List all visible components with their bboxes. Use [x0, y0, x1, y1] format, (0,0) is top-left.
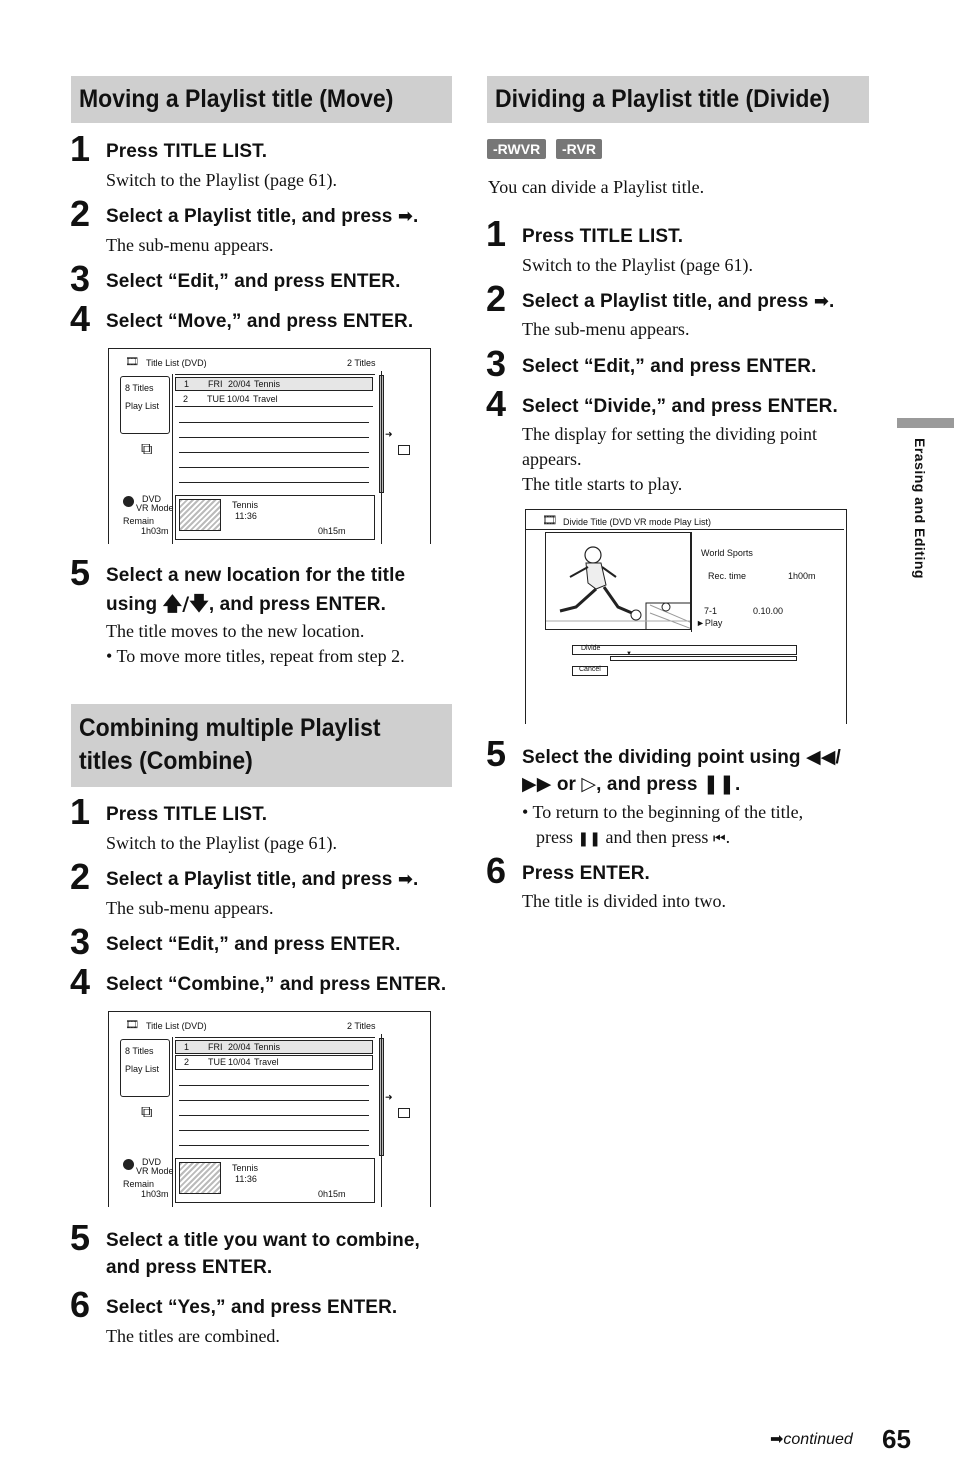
- soccer-player-image: [546, 533, 691, 630]
- divide-step-5-title-text: Select the dividing point using: [522, 747, 801, 768]
- progress-bar: [610, 656, 797, 661]
- tennis-thumbnail: [179, 1162, 221, 1194]
- combine-step-1-body: Switch to the Playlist (page 61).: [106, 833, 337, 853]
- remain-label: Remain: [123, 516, 155, 526]
- divide-step-4-body-3: The title starts to play.: [522, 474, 683, 494]
- move-step-5-title-line1: Select a new location for the title: [106, 565, 406, 586]
- cancel-button[interactable]: [572, 666, 608, 676]
- combine-step-5-number: 5: [70, 1217, 91, 1258]
- divide-step-3-title: Select “Edit,” and press ENTER.: [522, 356, 817, 377]
- move-step-1-number: 1: [70, 128, 91, 169]
- move-step-5-number: 5: [70, 552, 91, 593]
- divide-step-2-body: The sub-menu appears.: [522, 319, 690, 339]
- divide-step-4-body-1: The display for setting the dividing point: [522, 424, 817, 444]
- combine-step-3-title: Select “Edit,” and press ENTER.: [106, 934, 401, 955]
- disc-label-2: VR Mode: [136, 503, 174, 513]
- screen-left-panel: [120, 1039, 170, 1097]
- left-panel-line-1: 8 Titles: [125, 1046, 154, 1056]
- title-list-screen-move: [108, 348, 431, 544]
- left-panel-line-1: 8 Titles: [125, 383, 154, 393]
- move-step-5-rest: , and press ENTER.: [208, 594, 386, 615]
- dvd-disc-icon: [123, 1159, 134, 1170]
- move-step-1-title: Press TITLE LIST.: [106, 141, 268, 162]
- left-panel-line-2: Play List: [125, 1064, 160, 1074]
- move-step-5-bullet: • To move more titles, repeat from step 2.: [106, 646, 405, 666]
- move-step-2-title-text: Select a Playlist title, and press: [106, 206, 393, 227]
- submenu-icon: ⧉: [141, 1104, 153, 1121]
- row-date: 10/04: [228, 1057, 251, 1067]
- combine-step-2-number: 2: [70, 856, 91, 897]
- disc-label-2: VR Mode: [136, 1166, 174, 1176]
- right-arrow-icon: ➡: [813, 291, 829, 312]
- screen-count: 2 Titles: [347, 358, 376, 368]
- row-day: TUE: [208, 1057, 226, 1067]
- combine-step-3-number: 3: [70, 921, 91, 962]
- disc-label-1: DVD: [142, 1157, 162, 1167]
- combine-step-1-title: Press TITLE LIST.: [106, 804, 268, 825]
- divide-step-5-title-line2: ▶▶ or ▷, and press ❚❚.: [522, 773, 741, 795]
- tennis-thumbnail: [179, 499, 221, 531]
- row-name: Tennis: [254, 1042, 281, 1052]
- continued-text: continued: [783, 1431, 853, 1448]
- combine-heading-line2: titles (Combine): [79, 747, 253, 775]
- side-tab-label: Erasing and Editing: [912, 438, 928, 579]
- row-name: Travel: [253, 394, 278, 404]
- combine-step-6-title: Select “Yes,” and press ENTER.: [106, 1297, 398, 1318]
- thumb-time: 11:36: [235, 1174, 257, 1184]
- list-box: [175, 1037, 375, 1159]
- remain-label: Remain: [123, 1179, 155, 1189]
- rec-time-value: 1h00m: [788, 571, 816, 581]
- screen-title: Title List (DVD): [146, 1021, 207, 1031]
- screen-count: 2 Titles: [347, 1021, 376, 1031]
- combine-step-6-body: The titles are combined.: [106, 1326, 280, 1346]
- divide-step-5-bullet-2: press ❚❚ and then press ⏮.: [536, 827, 731, 847]
- combine-step-5-title-line1: Select a title you want to combine,: [106, 1230, 420, 1251]
- move-step-2-number: 2: [70, 193, 91, 234]
- side-tab-marker: [897, 418, 954, 428]
- row-number: 2: [184, 1057, 190, 1067]
- move-step-3-number: 3: [70, 258, 91, 299]
- row-day: FRI: [208, 1042, 223, 1052]
- divide-step-5-or: or: [556, 774, 577, 795]
- move-step-5-title-line2: [106, 590, 386, 619]
- divide-step-6-body: The title is divided into two.: [522, 891, 726, 911]
- soccer-video-frame: [545, 532, 691, 630]
- continued-arrow-icon: ➡: [770, 1431, 784, 1448]
- row-date: 10/04: [227, 394, 250, 404]
- cancel-button-label: Cancel: [579, 666, 601, 673]
- combine-heading-line1: Combining multiple Playlist: [79, 714, 381, 742]
- divide-intro: You can divide a Playlist title.: [488, 177, 705, 197]
- divide-heading-text: Dividing a Playlist title (Divide): [495, 85, 830, 113]
- thumb-name: Tennis: [232, 500, 259, 510]
- film-icon: 🎞: [542, 513, 558, 527]
- bullet-press: press: [536, 827, 573, 847]
- row-day: FRI: [208, 379, 223, 389]
- list-row: [175, 392, 373, 407]
- title-list-screen-combine: [108, 1011, 431, 1207]
- right-arrow-icon: ➡: [397, 206, 413, 227]
- rwvr-badge: -RWVR: [487, 139, 546, 159]
- divide-title-screen: [525, 509, 847, 724]
- menu-icon: [398, 445, 410, 455]
- dvd-disc-icon: [123, 496, 134, 507]
- move-step-4-number: 4: [70, 298, 91, 339]
- combine-step-6-number: 6: [70, 1284, 91, 1325]
- move-step-4-title: Select “Move,” and press ENTER.: [106, 311, 414, 332]
- remain-value: 1h03m: [141, 1189, 169, 1199]
- divide-step-5-bullet-1: • To return to the beginning of the title,: [522, 802, 804, 822]
- list-row: [175, 1055, 373, 1070]
- film-icon: 🎞: [125, 356, 139, 368]
- divide-step-3-number: 3: [486, 343, 507, 384]
- bullet-then-press: and then press: [605, 827, 709, 847]
- row-name: Travel: [254, 1057, 279, 1067]
- chapter-number: 7-1: [704, 606, 718, 616]
- move-step-3-title: Select “Edit,” and press ENTER.: [106, 271, 401, 292]
- continued-label: [770, 1429, 853, 1449]
- row-date: 20/04: [228, 379, 251, 389]
- rvr-badge: -RVR: [556, 139, 602, 159]
- pause-icon: ❚❚: [702, 773, 735, 795]
- divide-step-4-body-2: appears.: [522, 449, 582, 469]
- list-box: [175, 374, 375, 496]
- divide-step-1-body: Switch to the Playlist (page 61).: [522, 255, 753, 275]
- combine-step-1-number: 1: [70, 791, 91, 832]
- row-number: 1: [184, 379, 190, 389]
- film-icon: 🎞: [125, 1019, 139, 1031]
- divide-step-5-title-line1: Select the dividing point using ◀◀/: [522, 746, 841, 768]
- divide-button[interactable]: [572, 645, 797, 655]
- divide-step-6-number: 6: [486, 850, 507, 891]
- position-time: 0.10.00: [753, 606, 784, 616]
- previous-icon: ⏮: [712, 831, 726, 847]
- move-step-2-body: The sub-menu appears.: [106, 235, 274, 255]
- row-number: 1: [184, 1042, 190, 1052]
- thumb-length: 0h15m: [318, 1189, 346, 1199]
- thumbnail-box: [175, 1158, 375, 1203]
- combine-step-5-title-line2: and press ENTER.: [106, 1257, 273, 1278]
- divide-step-6-title: Press ENTER.: [522, 863, 650, 884]
- divide-step-2-title: Select a Playlist title, and press ➡.: [522, 288, 834, 316]
- combine-step-4-title: Select “Combine,” and press ENTER.: [106, 974, 447, 995]
- divide-screen-title: Divide Title (DVD VR mode Play List): [563, 517, 712, 527]
- combine-step-2-title-text: Select a Playlist title, and press: [106, 869, 393, 890]
- row-name: Tennis: [254, 379, 281, 389]
- pause-icon: ❚❚: [577, 831, 601, 847]
- divide-step-5-number: 5: [486, 733, 507, 774]
- move-section-heading: [71, 76, 452, 123]
- row-day: TUE: [207, 394, 225, 404]
- thumbnail-box: [175, 495, 375, 540]
- divide-step-4-number: 4: [486, 383, 507, 424]
- thumb-length: 0h15m: [318, 526, 346, 536]
- up-down-arrows-icon: 🡅/🡇: [162, 593, 209, 615]
- submenu-icon: ⧉: [141, 441, 153, 458]
- thumb-name: Tennis: [232, 1163, 259, 1173]
- arrow-right-icon: ➜: [385, 429, 393, 439]
- screen-title: Title List (DVD): [146, 358, 207, 368]
- disc-label-1: DVD: [142, 494, 162, 504]
- combine-step-2-title: Select a Playlist title, and press ➡.: [106, 866, 418, 894]
- row-number: 2: [183, 394, 189, 404]
- move-step-5-using: using: [106, 594, 158, 615]
- list-row: [175, 377, 373, 391]
- left-panel-line-2: Play List: [125, 401, 160, 411]
- divide-button-label: Divide: [581, 645, 601, 652]
- move-step-2-title: Select a Playlist title, and press ➡.: [106, 203, 418, 231]
- divide-step-1-number: 1: [486, 213, 507, 254]
- right-arrow-icon: ➡: [397, 869, 413, 890]
- arrow-right-icon: ➜: [385, 1092, 393, 1102]
- thumb-time: 11:36: [235, 511, 257, 521]
- play-status: ►Play: [696, 618, 723, 628]
- menu-icon: [398, 1108, 410, 1118]
- screen-left-panel: [120, 376, 170, 434]
- combine-step-4-number: 4: [70, 961, 91, 1002]
- fast-forward-icon: ▶▶: [522, 773, 552, 795]
- combine-section-heading: [71, 704, 452, 787]
- divide-section-heading: [487, 76, 869, 123]
- move-heading-text: Moving a Playlist title (Move): [79, 85, 394, 113]
- divide-step-1-title: Press TITLE LIST.: [522, 226, 684, 247]
- play-outline-icon: ▷: [581, 773, 597, 795]
- divide-step-2-title-text: Select a Playlist title, and press: [522, 291, 809, 312]
- divide-step-4-title: Select “Divide,” and press ENTER.: [522, 396, 838, 417]
- divide-step-2-number: 2: [486, 278, 507, 319]
- program-name: World Sports: [701, 548, 753, 558]
- rec-time-label: Rec. time: [708, 571, 747, 581]
- row-date: 20/04: [228, 1042, 251, 1052]
- list-row: [175, 1040, 373, 1054]
- move-step-1-body: Switch to the Playlist (page 61).: [106, 170, 337, 190]
- combine-step-2-body: The sub-menu appears.: [106, 898, 274, 918]
- position-marker-icon: ▼: [626, 651, 632, 657]
- divide-step-5-rest: , and press: [596, 774, 698, 795]
- move-step-5-body: The title moves to the new location.: [106, 621, 365, 641]
- rewind-icon: ◀◀: [806, 746, 836, 768]
- page-number: 65: [882, 1424, 911, 1454]
- remain-value: 1h03m: [141, 526, 169, 536]
